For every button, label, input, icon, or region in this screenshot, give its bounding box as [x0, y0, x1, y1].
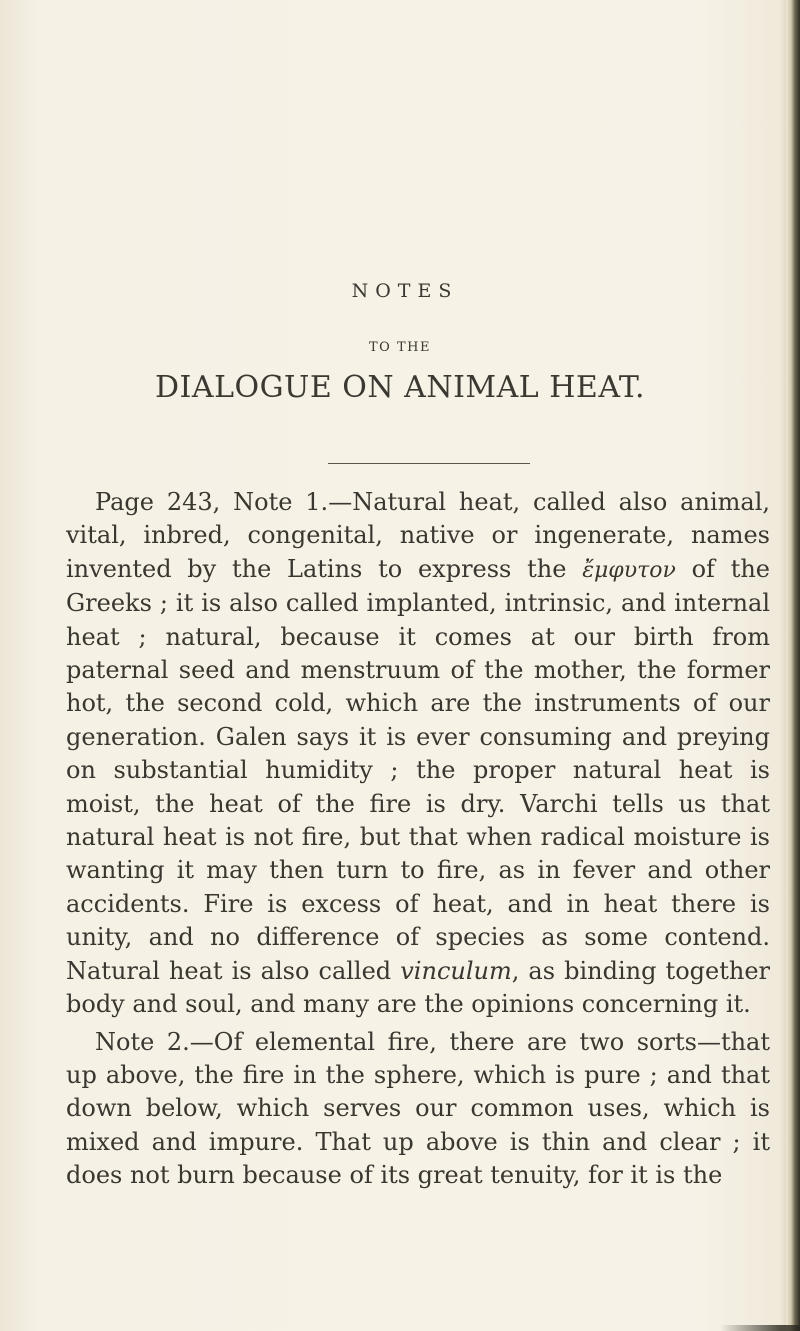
page-edge-shadow — [786, 0, 800, 1331]
page-bottom-shadow — [720, 1325, 800, 1331]
to-the-subheading: TO THE — [369, 340, 431, 355]
note-2-ref: Note 2. — [95, 1027, 190, 1056]
title-rule — [328, 463, 530, 464]
note-1-ref: Page 243, Note 1. — [95, 488, 329, 516]
note-1-text-a: —Natural heat, called also animal, vital, inbred, congenital, native or ingenerate, names invented by the Latins to express the — [66, 488, 770, 583]
note-2-text: —Of elemental fire, there are two sorts—that up above, the fire in the sphere, which is pure ; and that down below, which serves our common uses, which is mixed and impure. That up above is thin and clear ; it does not burn because of its great tenuity, for it is the — [66, 1027, 770, 1190]
greek-word: ἔμφυτον — [582, 557, 676, 583]
note-2-paragraph — [66, 1026, 770, 1193]
note-1-text-b: of the Greeks ; it is also called implanted, intrinsic, and internal heat ; natural, because it comes at our birth from paternal seed and menstruum of the mother, the former hot, the second cold, which are the instruments of our generation. Galen says it is ever consuming and preying on substantial humidity ; the proper natural heat is moist, the heat of the fire is dry. Varchi tells us that natural heat is not fire, but that when radical moisture is wanting it may then turn to fire, as in fever and other accidents. Fire is excess of heat, and in heat there is unity, and no difference of species as some contend. Natural heat is also called — [66, 554, 770, 985]
dialogue-title: DIALOGUE ON ANIMAL HEAT. — [155, 370, 645, 405]
notes-body — [66, 486, 770, 1193]
latin-word: vinculum — [400, 956, 512, 985]
note-1-text-c: , as binding together body and soul, and many are the opinions concerning it. — [66, 956, 770, 1019]
note-1-paragraph — [66, 486, 770, 1022]
notes-heading: NOTES — [351, 280, 459, 302]
